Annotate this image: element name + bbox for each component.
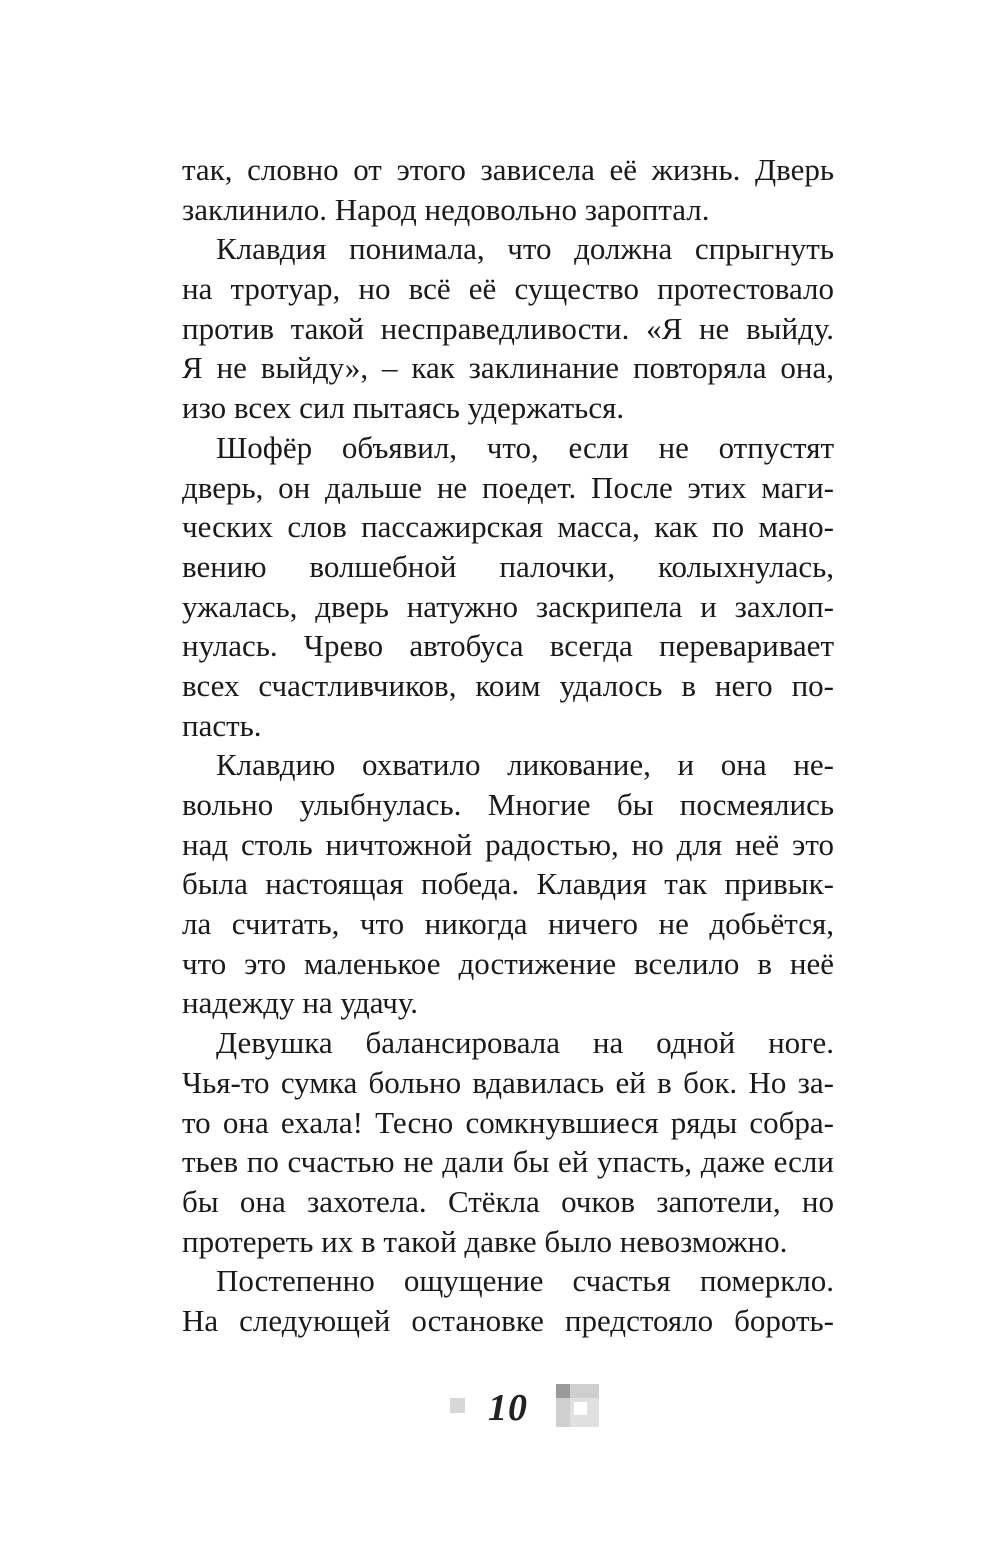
text-line: нулась. Чрево автобуса всегда переваривает xyxy=(182,628,834,664)
text-line: вольно улыбнулась. Многие бы посмеялись xyxy=(182,787,834,822)
text-line: против такой несправедливости. «Я не выйду. xyxy=(182,310,834,346)
page-number: 10 xyxy=(488,1387,528,1429)
text-line: бы она захотела. Стёкла очков запотели, но xyxy=(182,1183,834,1219)
text-line: Девушка балансировала на одной ноге. xyxy=(216,1025,834,1061)
text-line: Шофёр объявил, что, если не отпустят xyxy=(216,429,834,465)
text-line: над столь ничтожной радостью, но для неё это xyxy=(182,826,834,862)
text-line: Чья-то сумка больно вдавилась ей в бок. Но за- xyxy=(182,1064,834,1100)
text-line: Постепенно ощущение счастья померкло. xyxy=(216,1263,834,1299)
text-line: то она ехала! Тесно сомкнувшиеся ряды собра- xyxy=(182,1104,834,1140)
page-decoration-right xyxy=(556,1384,599,1427)
text-line: была настоящая победа. Клавдия так привык- xyxy=(182,866,834,902)
text-line: ческих слов пассажирская масса, как по мано- xyxy=(182,509,834,545)
text-line: Я не выйду», – как заклинание повторяла она, xyxy=(182,350,834,386)
text-line: что это маленькое достижение вселило в неё xyxy=(182,945,834,981)
text-line: вению волшебной палочки, колыхнулась, xyxy=(182,548,834,584)
text-line: На следующей остановке предстояло бороть- xyxy=(182,1302,834,1338)
text-line: пасть. xyxy=(182,707,262,743)
text-line: так, словно от этого зависела её жизнь. Дверь xyxy=(182,152,834,187)
text-line: изо всех сил пытаясь удержаться. xyxy=(182,390,625,426)
text-line: ла считать, что никогда ничего не добьётся, xyxy=(182,906,834,942)
text-line: на тротуар, но всё её существо протестовало xyxy=(182,271,834,307)
text-line: Клавдия понимала, что должна спрыгнуть xyxy=(216,231,834,267)
text-line: заклинило. Народ недовольно зароптал. xyxy=(182,191,710,227)
page-decoration-left xyxy=(450,1398,465,1413)
body-text xyxy=(182,150,834,1341)
text-line: надежду на удачу. xyxy=(182,985,418,1021)
text-line: тьев по счастью не дали бы ей упасть, даже если xyxy=(182,1144,834,1180)
text-line: протереть их в такой давке было невозможно. xyxy=(182,1223,788,1259)
text-line: Клавдию охватило ликование, и она не- xyxy=(216,747,834,783)
text-line: дверь, он дальше не поедет. После этих маги- xyxy=(182,469,834,505)
text-line: ужалась, дверь натужно заскрипела и захлоп- xyxy=(182,588,834,624)
text-line: всех счастливчиков, коим удалось в него по- xyxy=(182,667,834,703)
